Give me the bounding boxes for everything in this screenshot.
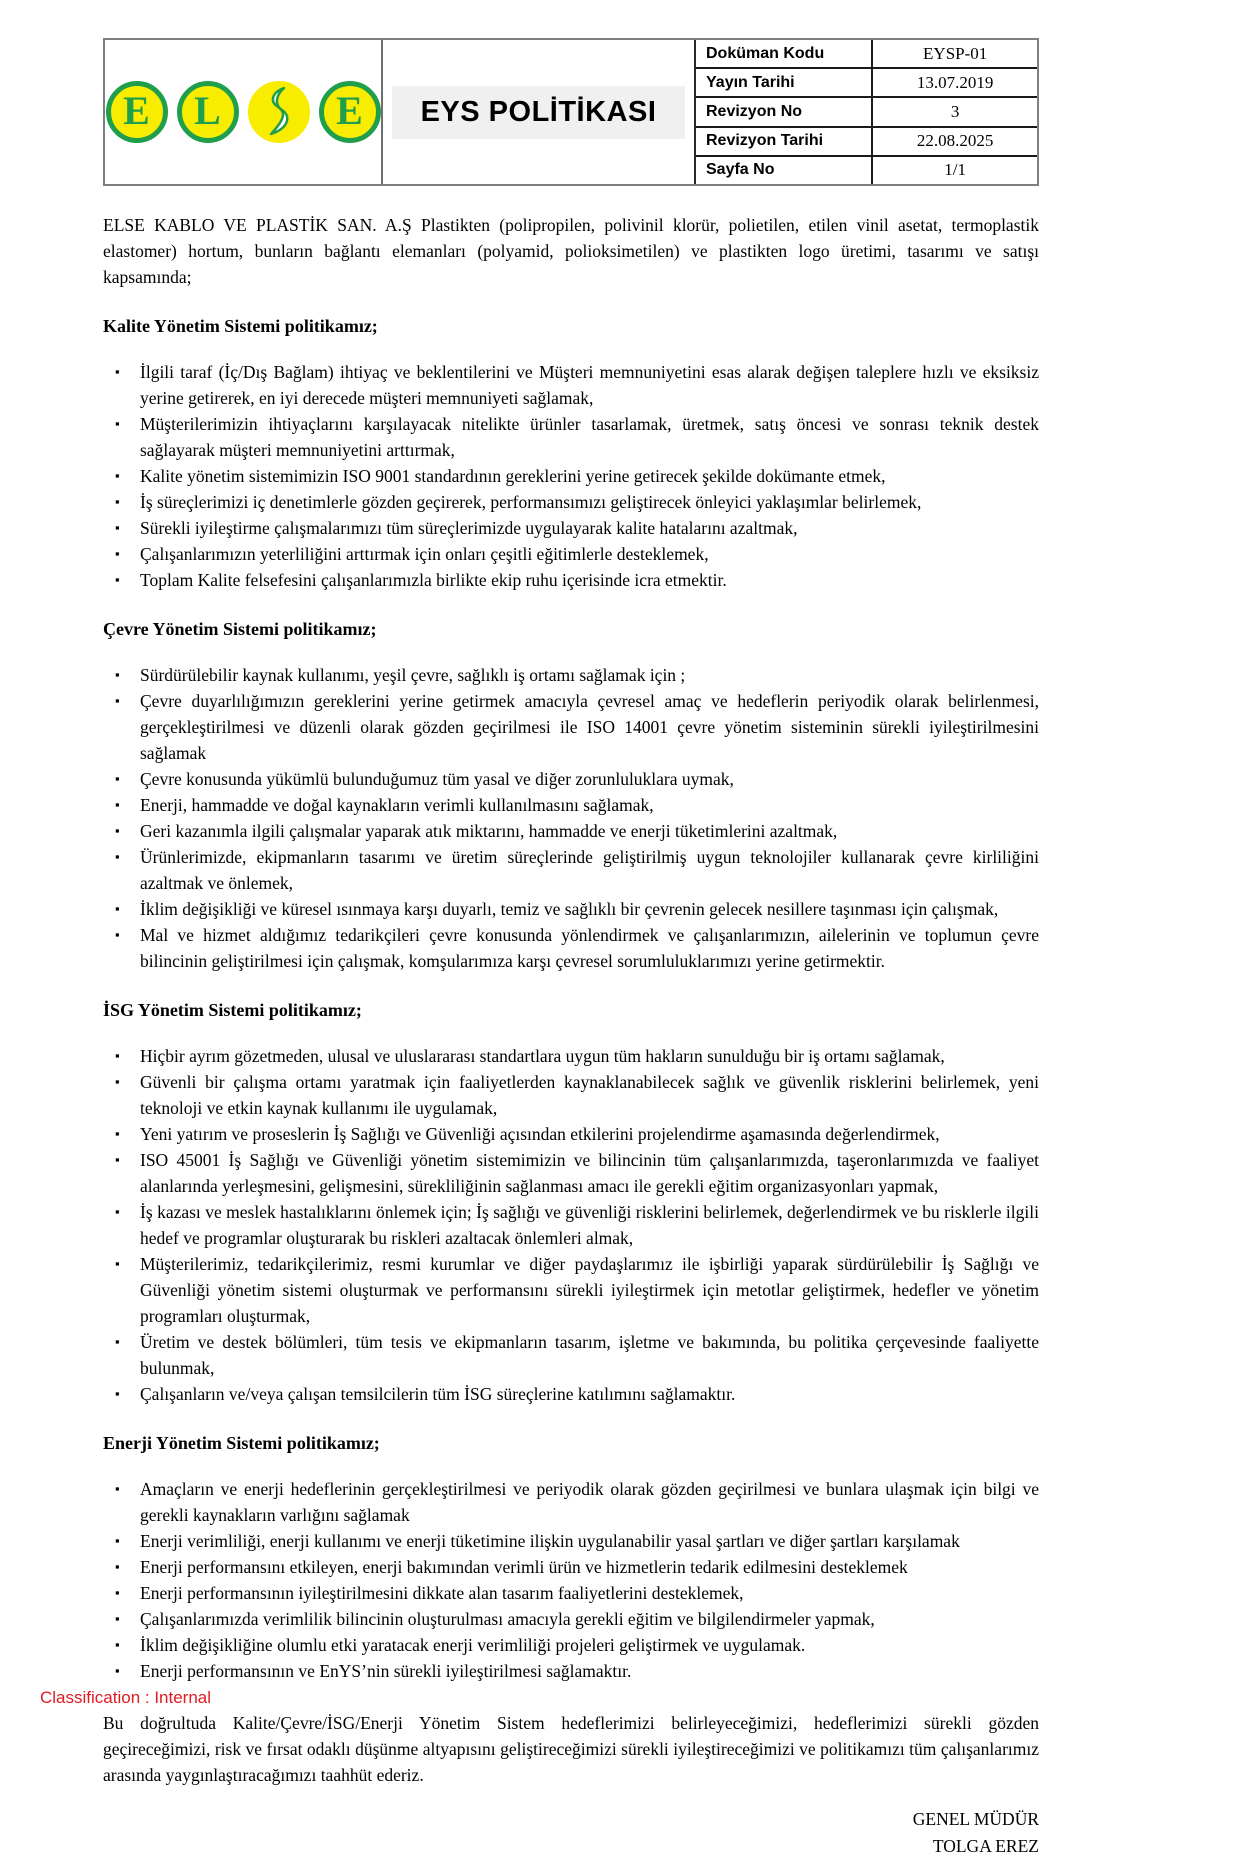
bullet-item: ▪ Ürünlerimizde, ekipmanların tasarımı ve üretim süreçlerinde geliştirilmiş uygun teknolojiler kullanarak çevre kirliliğini azaltmak ve önlemek, — [103, 844, 1039, 896]
bullet-item: ▪ İlgili taraf (İç/Dış Bağlam) ihtiyaç ve beklentilerini ve Müşteri memnuniyetini esas alarak değişen taleplere hızlı ve eksiksiz yerine getirerek, en iyi derecede müşteri memnuniyeti sağlamak, — [103, 359, 1039, 411]
logo-letter-circle — [319, 81, 381, 143]
info-row-dokuman-kodu — [696, 40, 1037, 69]
bullet-list — [103, 1476, 1039, 1684]
bullet-item: ▪ Enerji performansının iyileştirilmesini dikkate alan tasarım faaliyetlerini desteklemek, — [103, 1580, 1039, 1606]
info-label: Sayfa No — [696, 157, 873, 184]
company-logo — [105, 40, 383, 184]
logo-letter-e2: E — [336, 88, 363, 133]
document-body — [103, 212, 1039, 1860]
document-page — [103, 38, 1039, 1860]
logo-letter-l: L — [194, 88, 221, 133]
logo-letter-circle — [177, 81, 239, 143]
sections — [103, 316, 1039, 1684]
section-heading: Kalite Yönetim Sistemi politikamız; — [103, 316, 378, 336]
info-label: Revizyon Tarihi — [696, 128, 873, 155]
bullet-item: ▪ Hiçbir ayrım gözetmeden, ulusal ve uluslararası standartlara uygun tüm hakların sunulduğu bir iş ortamı sağlamak, — [103, 1043, 1039, 1069]
bullet-item: ▪ Kalite yönetim sistemimizin ISO 9001 standardının gereklerini yerine getirecek şekilde dokümante etmek, — [103, 463, 1039, 489]
bullet-item: ▪ Yeni yatırım ve proseslerin İş Sağlığı ve Güvenliği açısından etkilerini projelendirme aşamasında değerlendirmek, — [103, 1121, 1039, 1147]
signature-block — [103, 1806, 1039, 1860]
logo-letter-e1: E — [123, 88, 150, 133]
bullet-item: ▪ Geri kazanımla ilgili çalışmalar yaparak atık miktarını, hammadde ve enerji tüketimlerini azaltmak, — [103, 818, 1039, 844]
title-cell — [383, 40, 696, 184]
bullet-item: ▪ Çalışanlarımızda verimlilik bilincinin oluşturulması amacıyla gerekli eğitim ve bilgilendirmeler yapmak, — [103, 1606, 1039, 1632]
document-header-table — [103, 38, 1039, 186]
info-value: EYSP-01 — [923, 43, 988, 63]
logo-letter-circle — [248, 81, 310, 143]
section-heading: İSG Yönetim Sistemi politikamız; — [103, 1000, 362, 1020]
bullet-list — [103, 662, 1039, 974]
classification-label: Classification : Internal — [40, 1688, 212, 1707]
logo-letter-circle — [106, 81, 168, 143]
info-row-revizyon-tarihi — [696, 128, 1037, 157]
bullet-item: ▪ Çalışanların ve/veya çalışan temsilcilerin tüm İSG süreçlerine katılımını sağlamaktır. — [103, 1381, 1039, 1407]
bullet-item: ▪ İş kazası ve meslek hastalıklarını önlemek için; İş sağlığı ve güvenliği risklerini belirlemek, değerlendirmek ve bu risklerle ilgili hedef ve programlar oluşturarak bu riskleri azaltacak önlemleri almak, — [103, 1199, 1039, 1251]
bullet-item: ▪ Toplam Kalite felsefesini çalışanlarımızla birlikte ekip ruhu içerisinde icra etmektir. — [103, 567, 1039, 593]
info-label: Revizyon No — [696, 98, 873, 125]
info-value: 1/1 — [944, 160, 967, 180]
bullet-item: ▪ Çalışanlarımızın yeterliliğini arttırmak için onları çeşitli eğitimlerle desteklemek, — [103, 541, 1039, 567]
bullet-item: ▪ İş süreçlerimizi iç denetimlerle gözden geçirerek, performansımızı geliştirecek önleyici yaklaşımlar belirlemek, — [103, 489, 1039, 515]
info-row-yayin-tarihi — [696, 69, 1037, 98]
bullet-item: ▪ Müşterilerimizin ihtiyaçlarını karşılayacak nitelikte ürünler tasarlamak, üretmek, satış öncesi ve sonrası teknik destek sağlayarak müşteri memnuniyetini arttırmak, — [103, 411, 1039, 463]
section-heading: Çevre Yönetim Sistemi politikamız; — [103, 619, 377, 639]
bullet-list — [103, 359, 1039, 593]
bullet-item: ▪ Enerji performansını etkileyen, enerji bakımından verimli ürün ve hizmetlerin tedarik edilmesini desteklemek — [103, 1554, 1039, 1580]
bullet-item: ▪ Müşterilerimiz, tedarikçilerimiz, resmi kurumlar ve diğer paydaşlarımız ile işbirliği yaparak sürdürülebilir İş Sağlığı ve Güvenliği yönetim sistemi oluşturmak ve performansını sürekli iyileştirmek için metotlar geliştirmek, hedefler ve yönetim programları oluşturmak, — [103, 1251, 1039, 1329]
info-row-sayfa-no — [696, 157, 1037, 184]
document-title: EYS POLİTİKASI — [392, 86, 684, 139]
bullet-item: ▪ Enerji verimliliği, enerji kullanımı ve enerji tüketimine ilişkin uygulanabilir yasal şartları ve diğer şartları karşılamak — [103, 1528, 1039, 1554]
bullet-item: ▪ İklim değişikliğine olumlu etki yaratacak enerji verimliliği projeleri geliştirmek ve uygulamak. — [103, 1632, 1039, 1658]
intro-paragraph: ELSE KABLO VE PLASTİK SAN. A.Ş Plastikten (polipropilen, polivinil klorür, polietilen, etilen vinil asetat, termoplastik elastomer) hortum, bunların bağlantı elemanları (polyamid, polioksimetilen) ve plastikten logo üretimi, tasarımı ve satışı kapsamında; — [103, 215, 1039, 287]
info-value: 3 — [950, 102, 960, 121]
signature-title: GENEL MÜDÜR — [912, 1809, 1039, 1829]
bullet-item: ▪ ISO 45001 İş Sağlığı ve Güvenliği yönetim sistemimizin ve bilincinin tüm çalışanlarımızda, taşeronlarımızda ve faaliyet alanlarında yerleşmesini, gelişmesini, sürekliliğinin sağlanması amacı ile gerekli eğitim organizasyonları yapmak, — [103, 1147, 1039, 1199]
info-row-revizyon-no — [696, 98, 1037, 127]
bullet-list — [103, 1043, 1039, 1407]
info-label: Yayın Tarihi — [696, 69, 873, 96]
info-value: 13.07.2019 — [916, 72, 994, 92]
signature-name: TOLGA EREZ — [932, 1836, 1039, 1856]
bullet-item: ▪ Güvenli bir çalışma ortamı yaratmak için faaliyetlerden kaynaklanabilecek sağlık ve güvenlik risklerini belirlemek, yeni teknoloji ve etkin kaynak kullanımı ile uygulamak, — [103, 1069, 1039, 1121]
info-value: 22.08.2025 — [916, 131, 994, 151]
bullet-item: ▪ Üretim ve destek bölümleri, tüm tesis ve ekipmanların tasarım, işletme ve bakımında, bu politika çerçevesinde faaliyette bulunmak, — [103, 1329, 1039, 1381]
bullet-item: ▪ İklim değişikliği ve küresel ısınmaya karşı duyarlı, temiz ve sağlıklı bir çevrenin gelecek nesillere taşınması için çalışmak, — [103, 896, 1039, 922]
bullet-item: ▪ Enerji performansının ve EnYS’nin sürekli iyileştirilmesi sağlamaktır. — [103, 1658, 1039, 1684]
bullet-item: ▪ Amaçların ve enerji hedeflerinin gerçekleştirilmesi ve periyodik olarak gözden geçirilmesi ve bunlara ulaşmak için bilgi ve gerekli kaynakların varlığını sağlamak — [103, 1476, 1039, 1528]
info-label: Doküman Kodu — [696, 40, 873, 67]
bullet-item: ▪ Çevre konusunda yükümlü bulunduğumuz tüm yasal ve diğer zorunluluklara uymak, — [103, 766, 1039, 792]
bullet-item: ▪ Sürekli iyileştirme çalışmalarımızı tüm süreçlerimizde uygulayarak kalite hatalarını azaltmak, — [103, 515, 1039, 541]
logo-s-swoosh-icon — [257, 86, 301, 138]
bullet-item: ▪ Mal ve hizmet aldığımız tedarikçileri çevre konusunda yönlendirmek ve çalışanlarımızın, ailelerinin ve toplumun çevre bilincinin geliştirilmesi için çalışmak, komşularımıza karşı çevresel sorumluluklarımızı yerine getirmektir. — [103, 922, 1039, 974]
bullet-item: ▪ Sürdürülebilir kaynak kullanımı, yeşil çevre, sağlıklı iş ortamı sağlamak için ; — [103, 662, 1039, 688]
closing-paragraph: Bu doğrultuda Kalite/Çevre/İSG/Enerji Yönetim Sistem hedeflerimizi belirleyeceğimizi, hedeflerimizi sürekli gözden geçireceğimizi, risk ve fırsat odaklı düşünme altyapısını geliştireceğimizi sürekli iyileştireceğimizi ve politikamızı tüm çalışanlarımız arasında yaygınlaştıracağımızı taahhüt ederiz. — [103, 1713, 1039, 1785]
section-heading: Enerji Yönetim Sistemi politikamız; — [103, 1433, 380, 1453]
document-info-table — [696, 40, 1037, 184]
bullet-item: ▪ Çevre duyarlılığımızın gereklerini yerine getirmek amacıyla çevresel amaç ve hedeflerin periyodik olarak belirlenmesi, gerçekleştirilmesi ve düzenli olarak gözden geçirilmesi ile ISO 14001 çevre yönetim sisteminin sürekli iyileştirilmesini sağlamak — [103, 688, 1039, 766]
bullet-item: ▪ Enerji, hammadde ve doğal kaynakların verimli kullanılmasını sağlamak, — [103, 792, 1039, 818]
